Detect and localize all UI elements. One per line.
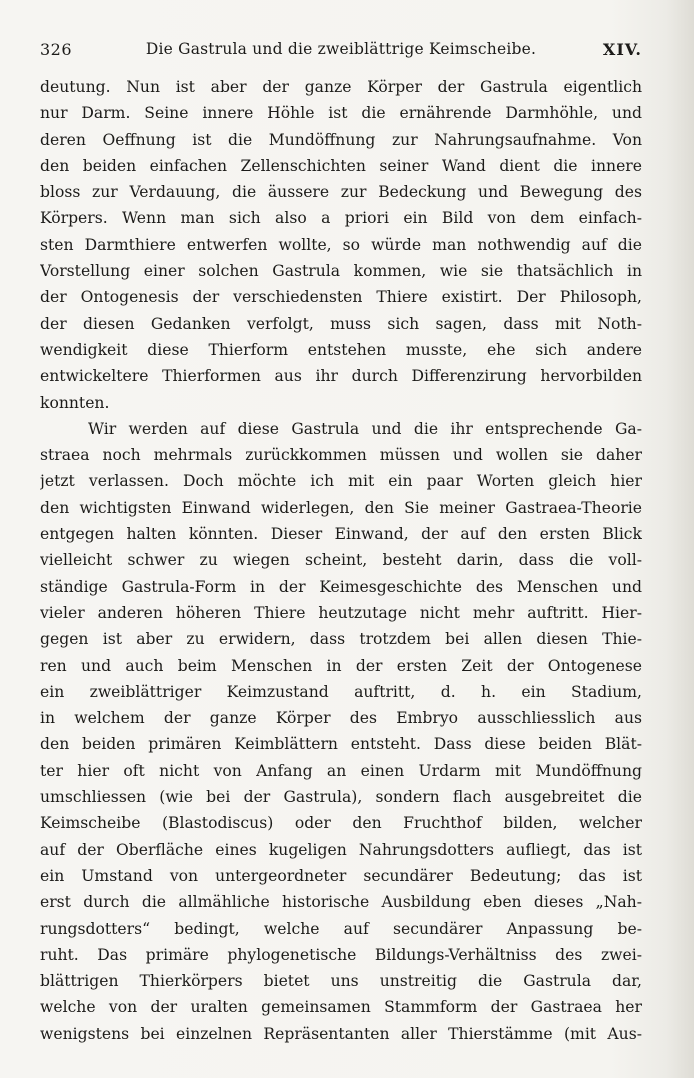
text-line: rungsdotters“ bedingt, welche auf secundärer Anpassung be- <box>40 919 642 938</box>
text-line: Wir werden auf diese Gastrula und die ihr entsprechende Ga- <box>88 419 642 438</box>
text-line: in welchem der ganze Körper des Embryo ausschliesslich aus <box>40 709 642 728</box>
text-line: entwickeltere Thierformen aus ihr durch Differenzirung hervorbilden <box>40 367 642 386</box>
text-line: sten Darmthiere entwerfen wollte, so würde man nothwendig auf die <box>40 235 642 254</box>
text-line: welche von der uralten gemeinsamen Stammform der Gastraea her <box>40 998 642 1017</box>
text-line: umschliessen (wie bei der Gastrula), sondern flach ausgebreitet die <box>40 788 642 807</box>
text-line: Vorstellung einer solchen Gastrula kommen, wie sie thatsächlich in <box>40 262 642 281</box>
text-line: ein Umstand von untergeordneter secundärer Bedeutung; das ist <box>40 866 642 885</box>
text-line: den wichtigsten Einwand widerlegen, den Sie meiner Gastraea-Theorie <box>40 498 642 517</box>
text-line: der diesen Gedanken verfolgt, muss sich sagen, dass mit Noth- <box>40 314 642 333</box>
text-line: deutung. Nun ist aber der ganze Körper der Gastrula eigentlich <box>40 78 642 96</box>
text-line: deren Oeffnung ist die Mundöffnung zur Nahrungsaufnahme. Von <box>40 130 642 149</box>
text-line: entgegen halten könnten. Dieser Einwand, der auf den ersten Blick <box>40 525 642 544</box>
body-text <box>40 74 642 1047</box>
text-line: ruht. Das primäre phylogenetische Bildungs-Verhältniss des zwei- <box>40 945 642 964</box>
text-line: ständige Gastrula-Form in der Keimesgeschichte des Menschen und <box>40 577 642 596</box>
text-line: vielleicht schwer zu wiegen scheint, besteht darin, dass die voll- <box>40 551 642 570</box>
text-line: straea noch mehrmals zurückkommen müssen und wollen sie daher <box>40 446 642 465</box>
text-line: nur Darm. Seine innere Höhle ist die ernährende Darmhöhle, und <box>40 104 642 123</box>
text-line: vieler anderen höheren Thiere heutzutage nicht mehr auftritt. Hier- <box>40 603 642 622</box>
text-line: ein zweiblättriger Keimzustand auftritt, d. h. ein Stadium, <box>40 682 642 701</box>
text-line: jetzt verlassen. Doch möchte ich mit ein paar Worten gleich hier <box>40 472 642 491</box>
page-number: 326 <box>40 40 73 59</box>
text-line: konnten. <box>40 393 110 412</box>
text-line: Keimscheibe (Blastodiscus) oder den Fruchthof bilden, welcher <box>40 814 642 833</box>
text-line: den beiden primären Keimblättern entsteht. Dass diese beiden Blät- <box>40 735 642 754</box>
running-header <box>40 40 642 68</box>
text-line: wendigkeit diese Thierform entstehen musste, ehe sich andere <box>40 340 642 359</box>
text-line: bloss zur Verdauung, die äussere zur Bedeckung und Bewegung des <box>40 183 642 202</box>
running-title: Die Gastrula und die zweiblättrige Keimscheibe. <box>145 40 537 58</box>
text-line: der Ontogenesis der verschiedensten Thiere existirt. Der Philosoph, <box>40 288 642 307</box>
text-line: ren und auch beim Menschen in der ersten Zeit der Ontogenese <box>40 656 642 675</box>
text-line: wenigstens bei einzelnen Repräsentanten aller Thierstämme (mit Aus- <box>40 1024 642 1043</box>
text-line: auf der Oberfläche eines kugeligen Nahrungsdotters aufliegt, das ist <box>40 840 642 859</box>
text-line: Körpers. Wenn man sich also a priori ein Bild von dem einfach- <box>40 209 642 228</box>
chapter-number: XIV. <box>602 40 642 59</box>
text-line: erst durch die allmähliche historische Ausbildung eben dieses „Nah- <box>40 893 642 912</box>
text-line: gegen ist aber zu erwidern, dass trotzdem bei allen diesen Thie- <box>40 630 642 649</box>
text-line: blättrigen Thierkörpers bietet uns unstreitig die Gastrula dar, <box>40 972 642 991</box>
text-line: ter hier oft nicht von Anfang an einen Urdarm mit Mundöffnung <box>40 761 642 780</box>
text-line: den beiden einfachen Zellenschichten seiner Wand dient die innere <box>40 156 642 175</box>
